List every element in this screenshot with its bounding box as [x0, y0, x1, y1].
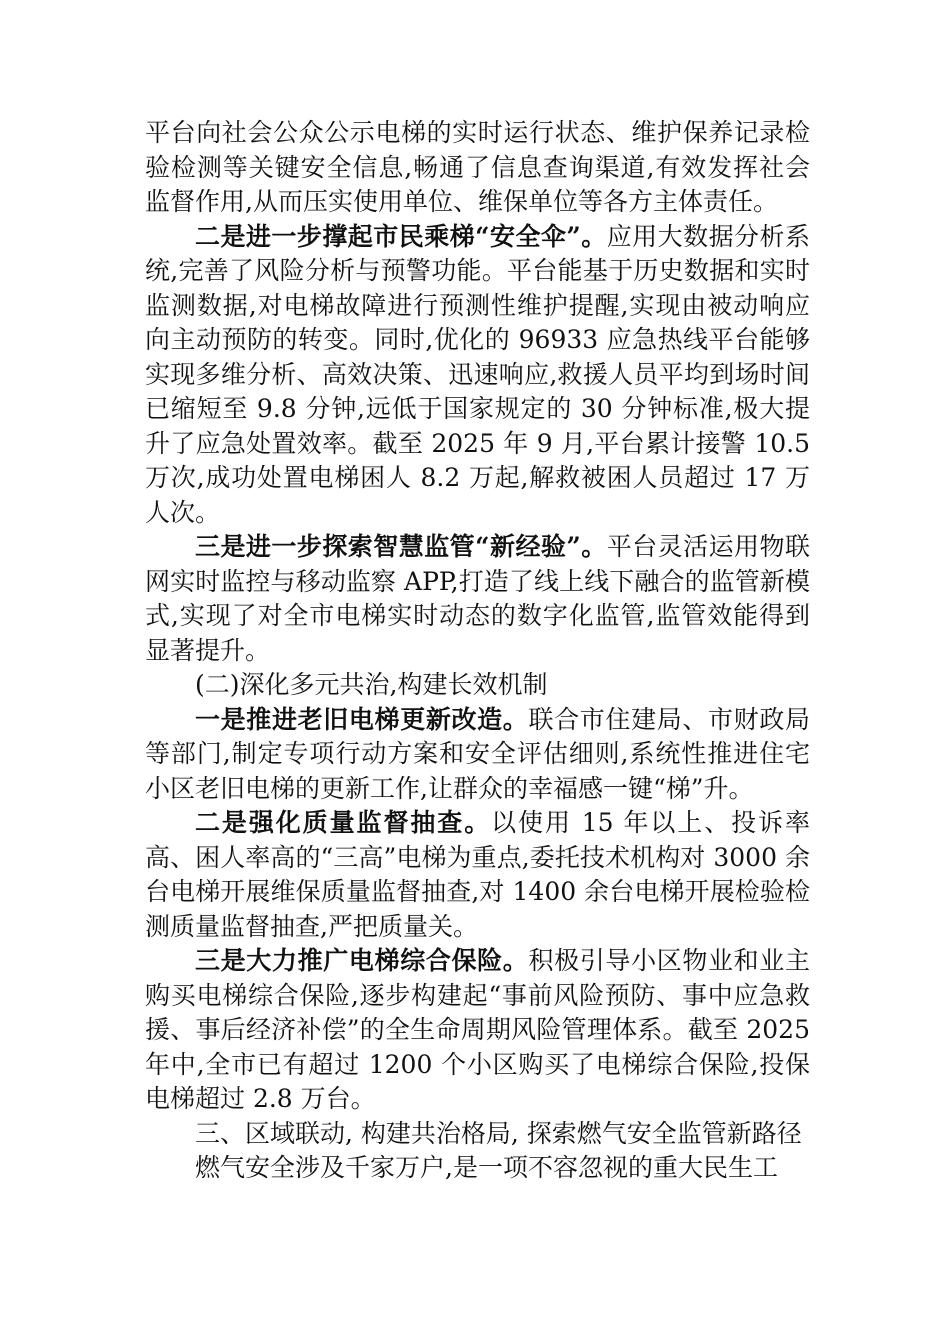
paragraph-lead: 三是大力推广电梯综合保险。 [195, 946, 529, 975]
paragraph-elevator-insurance [145, 944, 810, 1117]
paragraph-smart-supervision [145, 530, 810, 668]
paragraph-quality-inspection [145, 806, 810, 944]
paragraph-elevator-renovation [145, 703, 810, 807]
paragraph-platform-disclosure [145, 116, 810, 220]
paragraph-lead: 三是进一步探索智慧监管“新经验”。 [195, 532, 607, 561]
paragraph-text: 应用大数据分析系统,完善了风险分析与预警功能。平台能基于历史数据和实时监测数据,对电梯故障进行预测性维护提醒,实现由被动响应向主动预防的转变。同时,优化的 96933 应急热线平台能够实现多维分析、高效决策、迅速响应,救援人员平均到场时间已缩短至 9.8 分钟,远低于国家规定的 30 分钟标准,极大提升了应急处置效率。截至 2025 年 9 月,平台累计接警 10.5 万次,成功处置电梯困人 8.2 万起,解救被困人员超过 17 万人次。 [145, 221, 810, 527]
document-page [145, 116, 810, 1186]
paragraph-text: 联合市住建局、市财政局等部门,制定专项行动方案和安全评估细则,系统性推进住宅小区老旧电梯的更新工作,让群众的幸福感一键“梯”升。 [145, 704, 810, 803]
paragraph-safety-umbrella [145, 220, 810, 531]
paragraph-lead: 二是强化质量监督抽查。 [195, 808, 492, 837]
paragraph-lead: 二是进一步撑起市民乘梯“安全伞”。 [195, 221, 607, 251]
paragraph-text: 平台向社会公众公示电梯的实时运行状态、维护保养记录检验检测等关键安全信息,畅通了信息查询渠道,有效发挥社会监督作用,从而压实使用单位、维保单位等各方主体责任。 [145, 118, 810, 216]
paragraph-lead: 一是推进老旧电梯更新改造。 [195, 704, 529, 734]
section-heading-multi-governance: (二)深化多元共治,构建长效机制 [195, 670, 548, 699]
paragraph-text: 以使用 15 年以上、投诉率高、困人率高的“三高”电梯为重点,委托技术机构对 3000 余台电梯开展维保质量监督抽查,对 1400 余台电梯开展检验检测质量监督抽查,严把质量关。 [145, 808, 810, 941]
paragraph-text: 积极引导小区物业和业主购买电梯综合保险,逐步构建起“事前风险预防、事中应急救援、事后经济补偿”的全生命周期风险管理体系。截至 2025 年中,全市已有超过 1200 个小区购买了电梯综合保险,投保电梯超过 2.8 万台。 [145, 946, 810, 1113]
section-heading-gas-safety: 三、区域联动, 构建共治格局, 探索燃气安全监管新路径 [195, 1118, 802, 1148]
paragraph-text: 平台灵活运用物联网实时监控与移动监察 APP,打造了线上线下融合的监管新模式,实现了对全市电梯实时动态的数字化监管,监管效能得到显著提升。 [145, 532, 810, 665]
paragraph-gas-safety: 燃气安全涉及千家万户,是一项不容忽视的重大民生工 [195, 1153, 778, 1182]
